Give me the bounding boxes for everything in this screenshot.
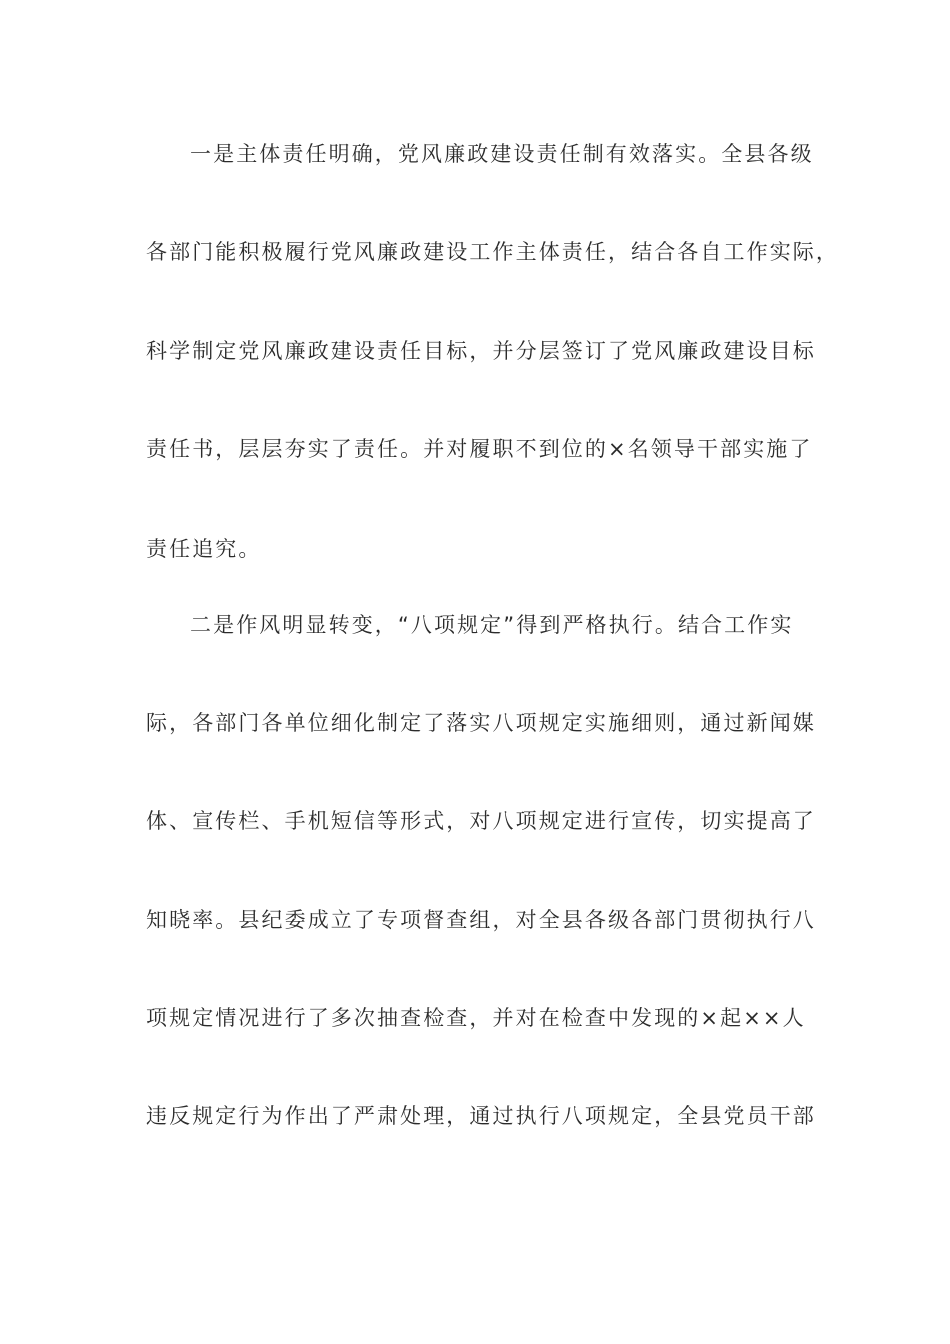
paragraph-2-line-3: 体、宣传栏、手机短信等形式，对八项规定进行宣传，切实提高了	[146, 809, 816, 833]
paragraph-2-line-2: 际，各部门各单位细化制定了落实八项规定实施细则，通过新闻媒	[146, 711, 816, 735]
paragraph-1-line-2: 各部门能积极履行党风廉政建设工作主体责任，结合各自工作实际，	[146, 240, 839, 264]
paragraph-1-line-4: 责任书，层层夯实了责任。并对履职不到位的×名领导干部实施了	[146, 437, 813, 461]
paragraph-2-line-1: 二是作风明显转变，“八项规定”得到严格执行。结合工作实	[190, 613, 794, 637]
paragraph-1-line-3: 科学制定党风廉政建设责任目标，并分层签订了党风廉政建设目标	[146, 339, 816, 363]
paragraph-1-line-1: 一是主体责任明确，党风廉政建设责任制有效落实。全县各级	[190, 142, 814, 166]
paragraph-2-line-5: 项规定情况进行了多次抽查检查，并对在检查中发现的×起××人	[146, 1006, 806, 1030]
paragraph-2-line-4: 知晓率。县纪委成立了专项督查组，对全县各级各部门贯彻执行八	[146, 908, 816, 932]
paragraph-2-line-6: 违反规定行为作出了严肃处理，通过执行八项规定，全县党员干部	[146, 1104, 816, 1128]
paragraph-1-line-5: 责任追究。	[146, 537, 262, 561]
